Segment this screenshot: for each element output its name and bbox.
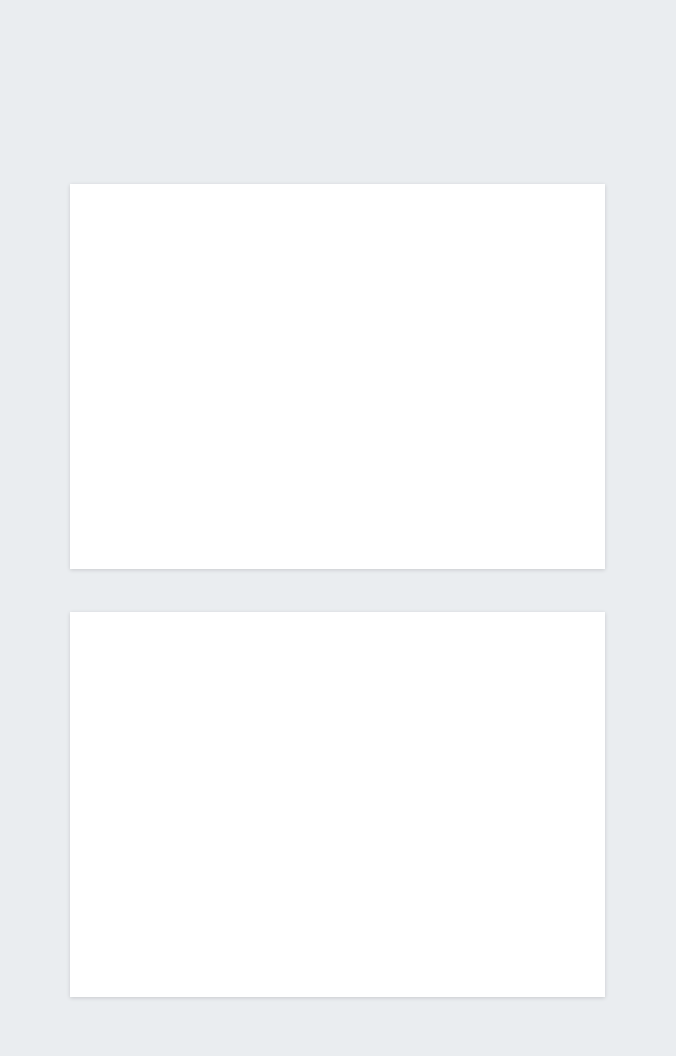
sheet-preview-2 (70, 612, 605, 997)
sheet-preview-1 (70, 184, 605, 569)
sheet-content (70, 184, 605, 569)
sheet-content (70, 612, 605, 997)
